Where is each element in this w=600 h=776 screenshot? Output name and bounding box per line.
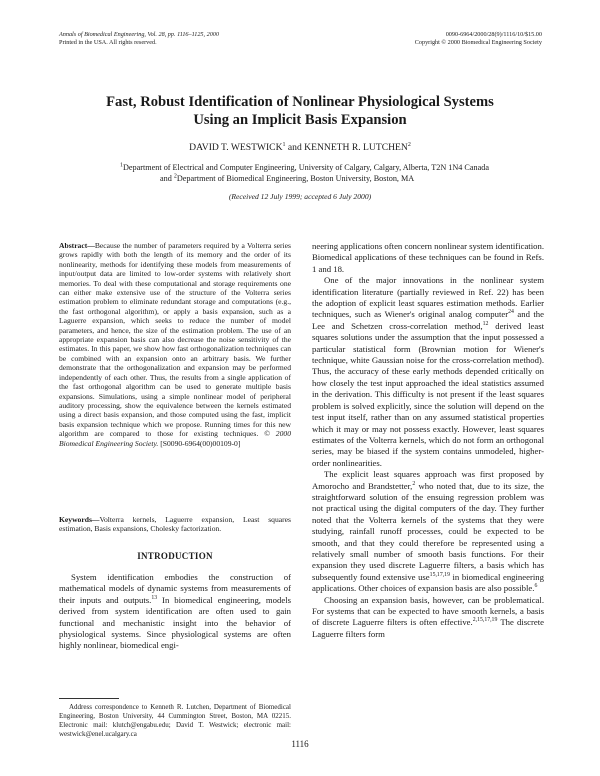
author-2-affiliation-mark: 2 (407, 141, 411, 148)
right-p0-text: neering applications often concern nonlinear system identification. Biomedical applications of these techniques can be found in Refs. 1 and 18. (312, 241, 544, 274)
right-p1-text-a: One of the major innovations in the nonlinear system identification literature (partially reviewed in Ref. 22) has been the adoption of explicit least squares estimation methods. Earlier techniques, such as Wiener's original analog computer (312, 275, 544, 320)
page-number: 1116 (291, 739, 309, 749)
intro-p1-text-a: System identification embodies the construction of mathematical models of dynamic systems from measurements of their inputs and outputs. (59, 572, 291, 605)
right-p1-text-c: derived least squares solutions under the assumption that the input possessed a particular statistical form (Brownian motion for Wiener's technique, white Gaussian noise for the cross-correlation method). Thus, the accuracy of these early methods depended critically on how closely the test input approached the ideal statistics assumed in the derivation. This difficulty is not present if the least squares problem is solved explicitly, since the solution will depend on the test input itself, rather than on any assumed statistical properties which it may or may not possess exactly. However, least squares estimates of the Volterra kernels, which do not form an orthogonal series, may be biased if the system contains unmodeled, higher-order nonlinearities. (312, 320, 544, 468)
right-paragraph-0 (312, 241, 544, 275)
abstract (59, 241, 291, 448)
right-column (312, 241, 544, 640)
right-p3-text-a: Choosing an expansion basis, however, can be problematical. For systems that can be expected to have smooth kernels, a basis of discrete Laguerre filters is often effective. (312, 594, 544, 628)
citation-ref: 2,15,17,19 (472, 617, 498, 624)
affiliation-2 (120, 174, 500, 185)
right-p2-text-c: in biomedical engineering applications. Other choices of expansion basis are also possible. (312, 571, 544, 594)
affiliation-2-mark: 2 (173, 172, 177, 179)
correspondence-footnote: Address correspondence to Kenneth R. Lutchen, Department of Biomedical Engineering, Boston University, 44 Cummington Street, Boston, MA 02215. Electronic mail: klutch@engabu.edu; David T. Westwick; electronic mail: westwick@enel.ucalgary.ca (59, 703, 291, 738)
right-p3-text-b: The discrete Laguerre filters form (312, 617, 544, 639)
citation-ref: 15,17,19 (429, 571, 450, 578)
right-p2-text-b: who noted that, due to its size, the straightforward solution of the ensuing regression problem was not practical using the digital computers of the day. They further noted that the Volterra kernels of the systems that they were studying, rainfall runoff processes, could be expected to be smooth, and that they could therefore be represented using a relatively small number of smooth basis functions. For their expansion they used discrete Laguerre filters, a basis which has subsequently found extensive use (312, 480, 545, 582)
issn-line: 0090-6964/2000/28(9)/1116/10/$15.00 (445, 31, 542, 38)
affiliation-2-prefix: and (160, 173, 174, 183)
journal-citation-line2: Printed in the USA. All rights reserved. (59, 39, 157, 46)
keywords (59, 515, 291, 534)
journal-citation (59, 31, 319, 47)
right-paragraph-2 (312, 469, 544, 594)
citation-ref: 24 (508, 309, 514, 316)
abstract-label: Abstract— (59, 241, 95, 250)
right-paragraph-3 (312, 595, 544, 641)
citation-ref: 12 (482, 320, 489, 327)
affiliation-1-text: Department of Electrical and Computer Engineering, University of Calgary, Calgary, Alberta, T2N 1N4 Canada (123, 163, 489, 172)
copyright-line: Copyright © 2000 Biomedical Engineering Society (414, 39, 542, 46)
section-heading-introduction: INTRODUCTION (137, 551, 213, 561)
intro-body (59, 572, 291, 652)
received-dates: (Received 12 July 1999; accepted 6 July 2000) (228, 192, 372, 201)
paper-title-line1: Fast, Robust Identification of Nonlinear Physiological Systems (106, 94, 494, 110)
keywords-label: Keywords— (59, 515, 100, 524)
author-list (60, 142, 540, 153)
affiliation-1 (120, 163, 500, 174)
journal-citation-line1: Annals of Biomedical Engineering, Vol. 28, pp. 1116–1125, 2000 (59, 31, 219, 38)
footnote-divider (59, 698, 119, 699)
issn-copyright (300, 31, 542, 47)
intro-paragraph-1 (59, 572, 291, 652)
right-paragraph-1 (312, 275, 544, 469)
right-p2-text-a: The explicit least squares approach was first proposed by Amorocho and Brandstetter, (312, 469, 544, 491)
citation-ref: 6 (534, 583, 538, 590)
author-1: DAVID T. WESTWICK (189, 142, 283, 153)
right-p1-text-b: and the Lee and Schetzen cross-correlation method, (312, 309, 544, 331)
author-1-affiliation-mark: 1 (282, 141, 286, 148)
author-conjunction: and (285, 142, 305, 153)
abstract-copyright: © 2000 Biomedical Engineering Society. (59, 429, 291, 448)
affiliations (120, 163, 500, 184)
abstract-doi: [S0090-6964(00)00109-0] (160, 438, 241, 448)
citation-ref: 13 (151, 594, 158, 601)
author-2: KENNETH R. LUTCHEN (304, 142, 408, 153)
intro-p1-text-b: In biomedical engineering, models derived from system identification are often used to gain functional and mechanistic insight into the behavior of physiological systems. Since physiological systems are often highly nonlinear, biomedical engi- (59, 594, 292, 651)
paper-title (60, 93, 540, 129)
abstract-text: Because the number of parameters required by a Volterra series grows rapidly with both the length of its memory and the order of its nonlinearity, methods for identifying these models from measurements of input/output data are limited to low-order systems with relatively short memories. To deal with these computational and storage requirements one can either make extensive use of the structure of the Volterra series estimation problem to eliminate redundant storage and computations (e.g., the fast orthogonal algorithm), or apply a basis expansion, such as a Laguerre expansion, which seeks to reduce the number of model parameters, and hence, the size of the estimation problem. The use of an appropriate expansion basis can also decrease the noise sensitivity of the estimates. In this paper, we show how fast orthogonalization techniques can be combined with an expansion onto an arbitrary basis. We further demonstrate that the orthogonalization and expansion may be performed independently of each other. Thus, the results from a single application of the fast orthogonal algorithm can be used to generate multiple basis expansions. Simulations, using a simple nonlinear model of peripheral auditory processing, show the equivalence between the kernels estimated using a direct basis expansion, and those computed using the fast, implicit basis expansion technique which we propose. Running times for this new algorithm are compared to those for existing techniques. (59, 241, 291, 439)
keywords-text: Volterra kernels, Laguerre expansion, Least squares estimation, Basis expansions, Cholesky factorization. (59, 515, 291, 534)
paper-title-line2: Using an Implicit Basis Expansion (193, 112, 407, 128)
citation-ref: 2 (412, 480, 416, 487)
affiliation-2-text: Department of Biomedical Engineering, Boston University, Boston, MA (176, 173, 415, 183)
affiliation-1-mark: 1 (120, 162, 123, 169)
